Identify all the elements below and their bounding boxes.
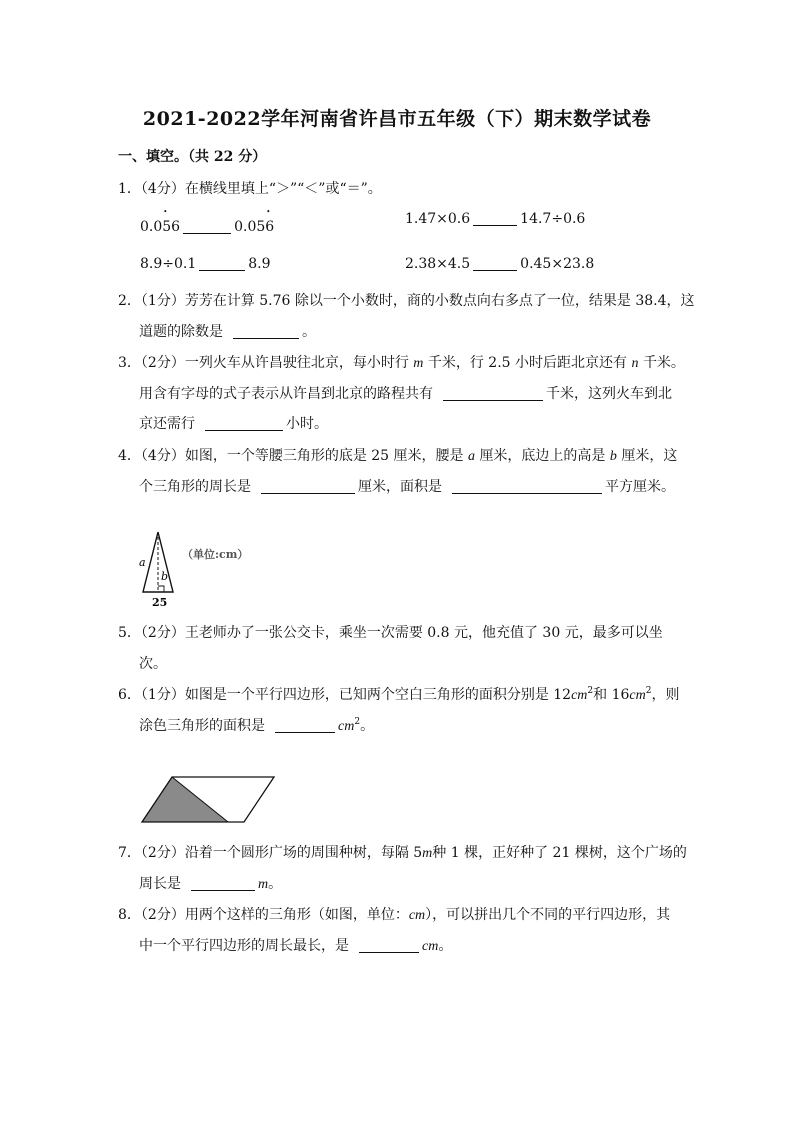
q6-sup-3: 2 <box>354 717 361 727</box>
q2-line1: 2．（1分）芳芳在计算 5.76 除以一个小数时，商的小数点向右多点了一位，结果是 38.4，这 <box>118 293 695 309</box>
q3-text-e: 千米，这列火车到北 <box>546 386 672 402</box>
parallelogram-figure <box>138 775 278 825</box>
right-angle-mark <box>158 586 164 592</box>
q6-text-d: 涂色三角形的面积是 <box>139 718 265 734</box>
q2-line2 <box>139 321 316 341</box>
q3-blank-1[interactable] <box>443 386 543 401</box>
q8-unit-1: cm <box>408 908 426 923</box>
q3-text-c: 千米。 <box>642 355 685 371</box>
q1-c-left: 8.9÷0.1 <box>140 256 197 272</box>
q7-line1 <box>118 842 687 862</box>
q4-blank-2[interactable] <box>452 479 602 494</box>
q6-text-b: 和 16 <box>593 687 630 703</box>
q3-line1 <box>118 352 685 372</box>
q4-text-d: 个三角形的周长是 <box>139 479 251 495</box>
q1-a-repeating: • 56 <box>162 219 180 235</box>
q5-line1: 5．（2分）王老师办了一张公交卡，乘坐一次需要 0.8 元，他充值了 30 元，最多可以坐 <box>118 625 663 641</box>
q8-unit-2: cm <box>422 939 439 954</box>
q4-var-b: b <box>609 449 617 464</box>
q6-unit-1: cm <box>571 688 588 703</box>
q1-a-blank[interactable] <box>183 219 231 234</box>
q4-text-c: 厘米，这 <box>621 448 678 464</box>
q4-var-a: a <box>467 449 475 464</box>
q2-text: 道题的除数是 <box>139 324 223 340</box>
q3-text-f: 京还需行 <box>139 416 195 432</box>
q7-text-c: 周长是 <box>139 876 181 892</box>
label-a: a <box>139 556 146 569</box>
q1-item-b <box>405 211 585 227</box>
label-unit: （单位:cm） <box>182 548 249 561</box>
q7-blank[interactable] <box>191 876 255 891</box>
q1-c-blank[interactable] <box>199 256 245 271</box>
q3-var-m: m <box>413 356 424 371</box>
q4-line2 <box>139 476 675 496</box>
q3-var-n: n <box>631 356 639 371</box>
q8-text-d: 。 <box>438 938 453 954</box>
q3-text-b: 千米，行 2.5 小时后距北京还有 <box>427 355 628 371</box>
q1-a-left: 0.0 <box>140 219 163 235</box>
label-b: b <box>161 570 169 583</box>
q8-text-b: ），可以拼出几个不同的平行四边形，其 <box>425 907 671 923</box>
q5-line2: 次。 <box>139 656 167 672</box>
q4-blank-1[interactable] <box>261 479 355 494</box>
q1-c-right: 8.9 <box>248 256 271 272</box>
q2-blank[interactable] <box>233 324 299 339</box>
section-heading: 一、填空。（共 22 分） <box>118 149 267 165</box>
q3-text-g: 小时。 <box>286 416 328 432</box>
q7-unit-2: m <box>258 877 269 892</box>
q3-line3 <box>139 413 328 433</box>
q6-text-e: 。 <box>360 718 375 734</box>
q4-text-e: 厘米，面积是 <box>358 479 442 495</box>
q1-b-right: 14.7÷0.6 <box>520 211 586 227</box>
q7-text-a: 7．（2分）沿着一个圆形广场的周围种树，每隔 5 <box>118 845 423 861</box>
q1-a-right: 0.05 <box>234 219 266 235</box>
q1-item-c <box>140 256 271 272</box>
q1-d-left: 2.38×4.5 <box>405 256 471 272</box>
q4-line1 <box>118 445 677 465</box>
page-title: 2021-2022学年河南省许昌市五年级（下）期末数学试卷 <box>142 108 652 130</box>
q8-line2 <box>139 935 452 955</box>
label-base: 25 <box>152 596 168 609</box>
isosceles-triangle-figure <box>136 530 266 610</box>
q4-text-a: 4．（4分）如图，一个等腰三角形的底是 25 厘米，腰是 <box>118 448 464 464</box>
q1-stem: 1．（4分）在横线里填上“＞”“＜”或“＝”。 <box>118 181 382 197</box>
q6-line2 <box>139 715 374 735</box>
q1-item-a <box>140 219 274 235</box>
q6-line1 <box>118 684 679 704</box>
q7-unit: m <box>422 846 433 861</box>
q6-text-a: 6．（1分）如图是一个平行四边形，已知两个空白三角形的面积分别是 12 <box>118 687 572 703</box>
q1-d-right: 0.45×23.8 <box>520 256 595 272</box>
q1-a-right-repeating: • 6 <box>265 219 274 235</box>
q1-b-left: 1.47×0.6 <box>405 211 471 227</box>
q7-text-b: 种 1 棵，正好种了 21 棵树，这个广场的 <box>432 845 687 861</box>
q3-line2 <box>139 383 672 403</box>
q1-item-d <box>405 256 594 272</box>
q3-text-a: 3．（2分）一列火车从许昌驶往北京，每小时行 <box>118 355 409 371</box>
q3-text-d: 用含有字母的式子表示从许昌到北京的路程共有 <box>139 386 433 402</box>
q7-line2 <box>139 873 282 893</box>
q6-unit-3: cm <box>338 719 355 734</box>
q6-sup-2: 2 <box>645 686 652 696</box>
q4-text-f: 平方厘米。 <box>605 479 675 495</box>
q2-end: 。 <box>302 324 316 340</box>
q6-unit-2: cm <box>629 688 646 703</box>
q8-line1 <box>118 904 670 924</box>
q1-b-blank[interactable] <box>473 211 517 226</box>
shaded-triangle <box>142 777 228 822</box>
q8-text-a: 8．（2分）用两个这样的三角形（如图，单位： <box>118 907 409 923</box>
q6-sup-1: 2 <box>587 686 594 696</box>
q8-blank[interactable] <box>359 938 419 953</box>
q6-text-c: ，则 <box>651 687 680 703</box>
q8-text-c: 中一个平行四边形的周长最长，是 <box>139 938 349 954</box>
q6-blank[interactable] <box>275 718 335 733</box>
q4-text-b: 厘米，底边上的高是 <box>479 448 606 464</box>
q7-text-d: 。 <box>268 876 283 892</box>
q1-d-blank[interactable] <box>473 256 517 271</box>
q3-blank-2[interactable] <box>205 416 283 431</box>
